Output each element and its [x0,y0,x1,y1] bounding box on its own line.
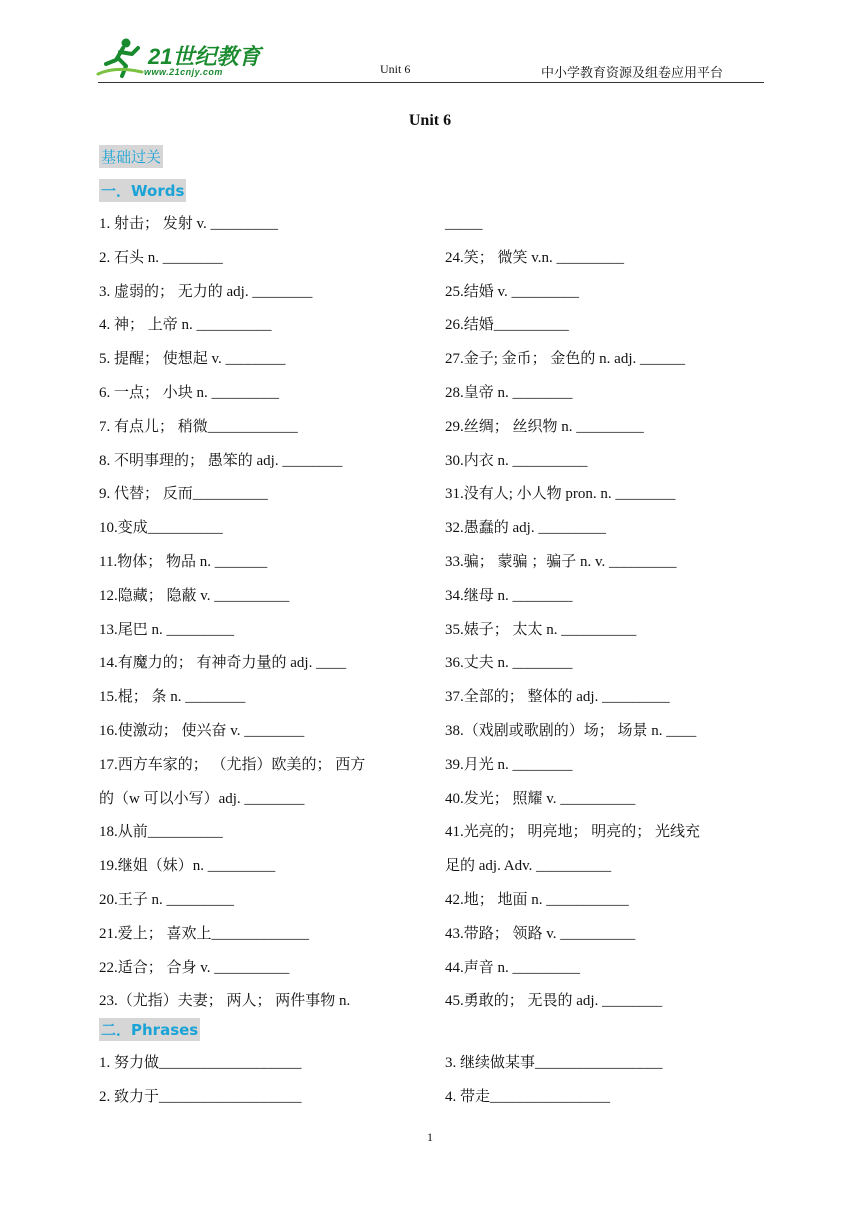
vocab-item: 27.金子; 金币； 金色的 n. adj. ______ [445,351,685,368]
vocab-item: 42.地； 地面 n. ___________ [445,892,629,908]
vocab-item: 25.结婚 v. _________ [445,283,580,300]
vocab-item: 7. 有点儿； 稍微____________ [99,418,298,435]
vocab-item: 38.（戏剧或歌剧的）场； 场景 n. ____ [445,723,697,739]
section-words-heading: 一．Words [99,179,186,202]
logo-url: www.21cnjy.com [144,67,223,77]
vocab-item: 足的 adj. Adv. __________ [445,858,612,875]
vocab-item: 的（w 可以小写）adj. ________ [99,790,305,807]
vocab-item: 3. 继续做某事_________________ [445,1055,663,1071]
vocab-item: 29.丝绸； 丝织物 n. _________ [445,418,644,435]
vocab-item: 11.物体； 物品 n. _______ [99,554,268,570]
runner-logo-icon [96,36,146,80]
vocab-item: 8. 不明事理的； 愚笨的 adj. ________ [99,452,343,469]
section-phrases-heading: 二．Phrases [99,1018,200,1041]
vocab-item: 37.全部的； 整体的 adj. _________ [445,689,670,706]
vocab-item: 9. 代替； 反而__________ [99,486,268,503]
vocab-item: 2. 石头 n. ________ [99,249,223,266]
vocab-item: 28.皇帝 n. ________ [445,385,573,401]
vocab-item: 20.王子 n. _________ [99,892,235,908]
vocab-item: 10.变成__________ [99,520,223,537]
vocab-item: 22.适合； 合身 v. __________ [99,959,290,976]
vocab-item: 30.内衣 n. __________ [445,452,588,469]
vocab-item: 19.继姐（妹）n. _________ [99,858,276,875]
vocab-item: 36.丈夫 n. ________ [445,655,573,672]
vocab-item: 17.西方车家的； （尤指）欧美的； 西方 [99,756,366,773]
vocab-item: 21.爱上； 喜欢上_____________ [99,925,310,942]
vocab-item: 3. 虚弱的； 无力的 adj. ________ [99,283,313,300]
vocab-item: 2. 致力于___________________ [99,1089,302,1105]
page-number: 1 [427,1130,433,1144]
vocab-item: 43.带路； 领路 v. __________ [445,925,636,942]
vocab-item: 45.勇敢的； 无畏的 adj. ________ [445,993,663,1010]
vocab-item: _____ [445,216,483,232]
vocab-item: 40.发光； 照耀 v. __________ [445,790,636,807]
vocab-item: 5. 提醒； 使想起 v. ________ [99,351,286,368]
vocab-item: 4. 带走________________ [445,1089,611,1105]
vocab-item: 23.（尤指）夫妻； 两人； 两件事物 n. [99,993,351,1010]
section-basic-heading: 基础过关 [99,145,163,168]
vocab-item: 24.笑； 微笑 v.n. _________ [445,249,625,266]
vocab-item: 34.继母 n. ________ [445,587,573,604]
vocab-item: 18.从前__________ [99,824,223,841]
vocab-item: 44.声音 n. _________ [445,959,581,976]
document-title: Unit 6 [408,112,452,129]
vocab-item: 4. 神； 上帝 n. __________ [99,317,272,334]
logo-text: 21世纪教育 [148,44,261,69]
vocab-item: 33.骗； 蒙骗 ；骗子 n. v. _________ [445,554,677,570]
header-divider [98,82,764,83]
vocab-item: 31.没有人; 小人物 pron. n. ________ [445,486,676,503]
vocab-item: 16.使激动； 使兴奋 v. ________ [99,723,305,739]
vocab-item: 13.尾巴 n. _________ [99,621,235,638]
header-platform: 中小学教育资源及组卷应用平台 [541,65,724,80]
vocab-item: 39.月光 n. ________ [445,756,573,773]
logo [96,36,266,80]
page-header [0,0,860,90]
vocab-item: 12.隐藏； 隐蔽 v. __________ [99,587,290,604]
header-unit: Unit 6 [380,62,411,76]
vocab-item: 6. 一点； 小块 n. _________ [99,385,280,401]
vocab-item: 41.光亮的； 明亮地； 明亮的； 光线充 [445,824,701,841]
vocab-item: 32.愚蠢的 adj. _________ [445,520,606,537]
vocab-item: 15.棍； 条 n. ________ [99,689,246,706]
vocab-item: 26.结婚__________ [445,317,569,334]
vocab-item: 35.婊子； 太太 n. __________ [445,621,637,638]
vocab-item: 1. 射击； 发射 v. _________ [99,216,279,232]
vocab-item: 1. 努力做___________________ [99,1055,302,1071]
vocab-item: 14.有魔力的； 有神奇力量的 adj. ____ [99,655,347,672]
